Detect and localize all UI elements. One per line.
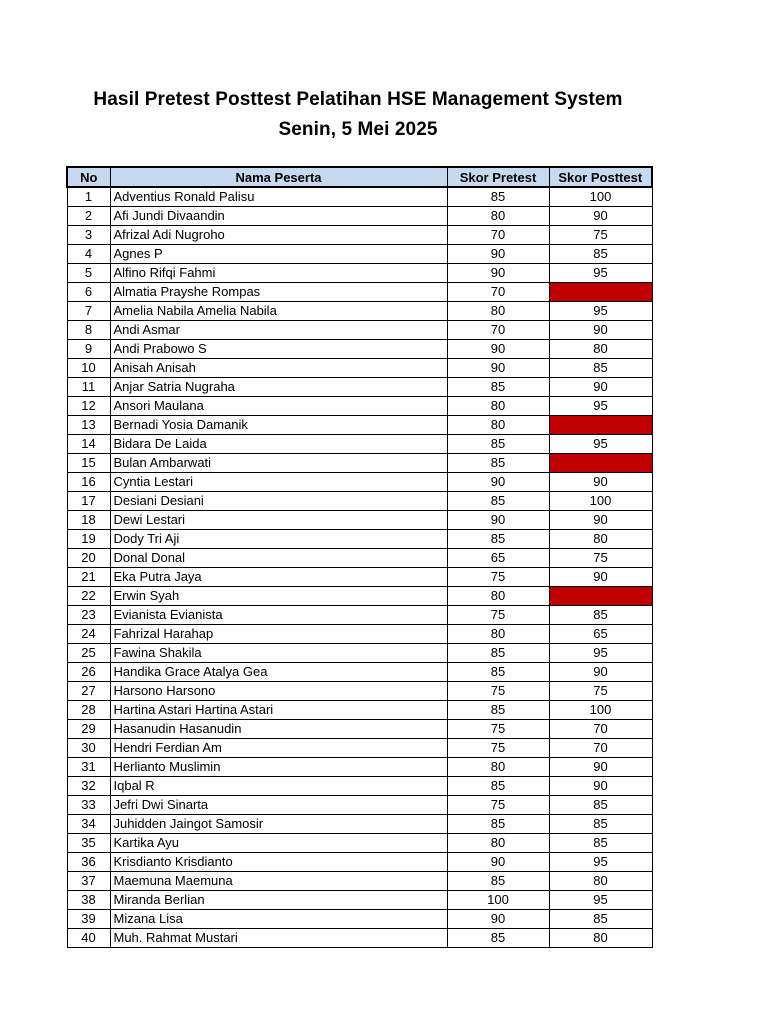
cell-posttest-score: 90 <box>549 377 652 396</box>
table-row <box>67 529 652 548</box>
cell-posttest-score: 75 <box>549 225 652 244</box>
table-row <box>67 453 652 472</box>
cell-posttest-score: 75 <box>549 548 652 567</box>
cell-pretest-score: 100 <box>447 890 549 909</box>
cell-no: 7 <box>67 301 110 320</box>
cell-participant-name: Maemuna Maemuna <box>110 871 447 890</box>
cell-pretest-score: 80 <box>447 301 549 320</box>
cell-no: 10 <box>67 358 110 377</box>
table-row <box>67 719 652 738</box>
cell-pretest-score: 85 <box>447 377 549 396</box>
cell-no: 9 <box>67 339 110 358</box>
cell-no: 21 <box>67 567 110 586</box>
cell-participant-name: Handika Grace Atalya Gea <box>110 662 447 681</box>
cell-posttest-score: 80 <box>549 928 652 947</box>
table-row <box>67 795 652 814</box>
table-row <box>67 624 652 643</box>
cell-participant-name: Donal Donal <box>110 548 447 567</box>
header-name: Nama Peserta <box>110 167 447 187</box>
cell-pretest-score: 75 <box>447 567 549 586</box>
cell-no: 3 <box>67 225 110 244</box>
cell-pretest-score: 75 <box>447 795 549 814</box>
table-row <box>67 605 652 624</box>
cell-no: 20 <box>67 548 110 567</box>
cell-participant-name: Fahrizal Harahap <box>110 624 447 643</box>
cell-posttest-score: 100 <box>549 491 652 510</box>
cell-participant-name: Ansori Maulana <box>110 396 447 415</box>
cell-pretest-score: 85 <box>447 453 549 472</box>
cell-posttest-score: 90 <box>549 472 652 491</box>
cell-participant-name: Desiani Desiani <box>110 491 447 510</box>
cell-posttest-missing <box>549 586 652 605</box>
cell-participant-name: Hasanudin Hasanudin <box>110 719 447 738</box>
table-row <box>67 396 652 415</box>
cell-pretest-score: 90 <box>447 339 549 358</box>
cell-posttest-score: 80 <box>549 871 652 890</box>
cell-no: 5 <box>67 263 110 282</box>
document-title: Hasil Pretest Posttest Pelatihan HSE Management System <box>93 89 623 110</box>
cell-participant-name: Hendri Ferdian Am <box>110 738 447 757</box>
cell-no: 22 <box>67 586 110 605</box>
cell-participant-name: Muh. Rahmat Mustari <box>110 928 447 947</box>
cell-participant-name: Dody Tri Aji <box>110 529 447 548</box>
table-row <box>67 187 652 206</box>
cell-posttest-score: 90 <box>549 757 652 776</box>
cell-no: 38 <box>67 890 110 909</box>
table-row <box>67 776 652 795</box>
cell-posttest-score: 90 <box>549 567 652 586</box>
cell-participant-name: Juhidden Jaingot Samosir <box>110 814 447 833</box>
table-row <box>67 415 652 434</box>
cell-participant-name: Herlianto Muslimin <box>110 757 447 776</box>
cell-no: 33 <box>67 795 110 814</box>
table-row <box>67 510 652 529</box>
table-row <box>67 757 652 776</box>
cell-posttest-score: 85 <box>549 358 652 377</box>
cell-participant-name: Iqbal R <box>110 776 447 795</box>
table-row <box>67 244 652 263</box>
table-row <box>67 320 652 339</box>
cell-posttest-score: 85 <box>549 909 652 928</box>
cell-no: 16 <box>67 472 110 491</box>
cell-pretest-score: 70 <box>447 282 549 301</box>
table-row <box>67 434 652 453</box>
cell-pretest-score: 70 <box>447 320 549 339</box>
cell-participant-name: Bidara De Laida <box>110 434 447 453</box>
cell-no: 4 <box>67 244 110 263</box>
cell-posttest-score: 90 <box>549 662 652 681</box>
cell-posttest-score: 85 <box>549 795 652 814</box>
cell-posttest-score: 80 <box>549 529 652 548</box>
table-row <box>67 358 652 377</box>
cell-participant-name: Evianista Evianista <box>110 605 447 624</box>
cell-participant-name: Dewi Lestari <box>110 510 447 529</box>
cell-pretest-score: 85 <box>447 643 549 662</box>
cell-pretest-score: 75 <box>447 681 549 700</box>
cell-posttest-score: 90 <box>549 510 652 529</box>
table-row <box>67 890 652 909</box>
table-row <box>67 814 652 833</box>
cell-no: 28 <box>67 700 110 719</box>
table-row <box>67 225 652 244</box>
cell-posttest-score: 95 <box>549 852 652 871</box>
cell-posttest-score: 85 <box>549 244 652 263</box>
cell-no: 19 <box>67 529 110 548</box>
cell-pretest-score: 90 <box>447 510 549 529</box>
header-pretest: Skor Pretest <box>447 167 549 187</box>
cell-participant-name: Agnes P <box>110 244 447 263</box>
cell-no: 31 <box>67 757 110 776</box>
cell-participant-name: Andi Prabowo S <box>110 339 447 358</box>
cell-pretest-score: 80 <box>447 586 549 605</box>
table-row <box>67 662 652 681</box>
cell-pretest-score: 90 <box>447 358 549 377</box>
table-row <box>67 928 652 947</box>
cell-pretest-score: 85 <box>447 776 549 795</box>
header-row <box>67 167 652 187</box>
cell-no: 6 <box>67 282 110 301</box>
cell-participant-name: Almatia Prayshe Rompas <box>110 282 447 301</box>
cell-no: 17 <box>67 491 110 510</box>
cell-no: 36 <box>67 852 110 871</box>
cell-posttest-missing <box>549 282 652 301</box>
document-date: Senin, 5 Mei 2025 <box>278 119 438 140</box>
cell-participant-name: Mizana Lisa <box>110 909 447 928</box>
cell-participant-name: Hartina Astari Hartina Astari <box>110 700 447 719</box>
cell-participant-name: Eka Putra Jaya <box>110 567 447 586</box>
table-row <box>67 909 652 928</box>
cell-posttest-score: 80 <box>549 339 652 358</box>
table-row <box>67 548 652 567</box>
cell-pretest-score: 85 <box>447 187 549 206</box>
table-row <box>67 681 652 700</box>
cell-posttest-missing <box>549 415 652 434</box>
cell-pretest-score: 70 <box>447 225 549 244</box>
cell-posttest-score: 95 <box>549 301 652 320</box>
cell-participant-name: Bulan Ambarwati <box>110 453 447 472</box>
cell-no: 2 <box>67 206 110 225</box>
cell-posttest-score: 90 <box>549 776 652 795</box>
cell-no: 25 <box>67 643 110 662</box>
cell-posttest-score: 95 <box>549 396 652 415</box>
cell-posttest-score: 100 <box>549 700 652 719</box>
table-row <box>67 206 652 225</box>
cell-participant-name: Fawina Shakila <box>110 643 447 662</box>
cell-pretest-score: 80 <box>447 415 549 434</box>
cell-pretest-score: 80 <box>447 757 549 776</box>
cell-participant-name: Amelia Nabila Amelia Nabila <box>110 301 447 320</box>
cell-no: 30 <box>67 738 110 757</box>
cell-pretest-score: 75 <box>447 719 549 738</box>
cell-no: 35 <box>67 833 110 852</box>
table-row <box>67 301 652 320</box>
cell-posttest-score: 65 <box>549 624 652 643</box>
cell-pretest-score: 75 <box>447 738 549 757</box>
cell-participant-name: Anisah Anisah <box>110 358 447 377</box>
cell-posttest-score: 85 <box>549 833 652 852</box>
table-row <box>67 700 652 719</box>
cell-participant-name: Alfino Rifqi Fahmi <box>110 263 447 282</box>
cell-posttest-score: 75 <box>549 681 652 700</box>
cell-no: 29 <box>67 719 110 738</box>
table-row <box>67 567 652 586</box>
table-row <box>67 263 652 282</box>
cell-posttest-score: 70 <box>549 738 652 757</box>
cell-pretest-score: 85 <box>447 491 549 510</box>
cell-no: 32 <box>67 776 110 795</box>
cell-no: 23 <box>67 605 110 624</box>
table-row <box>67 339 652 358</box>
cell-participant-name: Kartika Ayu <box>110 833 447 852</box>
table-row <box>67 643 652 662</box>
cell-no: 37 <box>67 871 110 890</box>
header-no: No <box>67 167 110 187</box>
cell-posttest-score: 95 <box>549 643 652 662</box>
cell-posttest-score: 95 <box>549 890 652 909</box>
cell-posttest-score: 70 <box>549 719 652 738</box>
cell-posttest-missing <box>549 453 652 472</box>
cell-participant-name: Harsono Harsono <box>110 681 447 700</box>
cell-pretest-score: 80 <box>447 624 549 643</box>
table-header <box>67 167 652 187</box>
cell-no: 24 <box>67 624 110 643</box>
table-row <box>67 282 652 301</box>
cell-no: 12 <box>67 396 110 415</box>
cell-posttest-score: 90 <box>549 320 652 339</box>
cell-participant-name: Cyntia Lestari <box>110 472 447 491</box>
cell-participant-name: Adventius Ronald Palisu <box>110 187 447 206</box>
cell-participant-name: Andi Asmar <box>110 320 447 339</box>
cell-participant-name: Afi Jundi Divaandin <box>110 206 447 225</box>
cell-pretest-score: 85 <box>447 871 549 890</box>
cell-posttest-score: 85 <box>549 605 652 624</box>
cell-participant-name: Miranda Berlian <box>110 890 447 909</box>
table-row <box>67 738 652 757</box>
table-body <box>67 187 652 947</box>
cell-no: 1 <box>67 187 110 206</box>
cell-no: 14 <box>67 434 110 453</box>
cell-pretest-score: 65 <box>447 548 549 567</box>
cell-pretest-score: 80 <box>447 396 549 415</box>
cell-no: 15 <box>67 453 110 472</box>
cell-pretest-score: 75 <box>447 605 549 624</box>
cell-pretest-score: 85 <box>447 434 549 453</box>
cell-pretest-score: 85 <box>447 662 549 681</box>
header-posttest: Skor Posttest <box>549 167 652 187</box>
cell-pretest-score: 80 <box>447 833 549 852</box>
cell-posttest-score: 90 <box>549 206 652 225</box>
cell-pretest-score: 90 <box>447 909 549 928</box>
cell-posttest-score: 95 <box>549 434 652 453</box>
cell-posttest-score: 95 <box>549 263 652 282</box>
cell-no: 11 <box>67 377 110 396</box>
cell-posttest-score: 85 <box>549 814 652 833</box>
cell-pretest-score: 80 <box>447 206 549 225</box>
cell-no: 8 <box>67 320 110 339</box>
table-row <box>67 871 652 890</box>
scores-table <box>66 166 653 948</box>
table-row <box>67 377 652 396</box>
table-row <box>67 833 652 852</box>
table-row <box>67 852 652 871</box>
cell-participant-name: Krisdianto Krisdianto <box>110 852 447 871</box>
cell-pretest-score: 85 <box>447 700 549 719</box>
table-row <box>67 586 652 605</box>
cell-no: 26 <box>67 662 110 681</box>
cell-participant-name: Erwin Syah <box>110 586 447 605</box>
table-row <box>67 491 652 510</box>
cell-no: 40 <box>67 928 110 947</box>
cell-pretest-score: 90 <box>447 852 549 871</box>
cell-pretest-score: 90 <box>447 263 549 282</box>
cell-pretest-score: 90 <box>447 472 549 491</box>
cell-participant-name: Jefri Dwi Sinarta <box>110 795 447 814</box>
cell-posttest-score: 100 <box>549 187 652 206</box>
cell-no: 27 <box>67 681 110 700</box>
cell-participant-name: Anjar Satria Nugraha <box>110 377 447 396</box>
cell-no: 18 <box>67 510 110 529</box>
cell-pretest-score: 85 <box>447 529 549 548</box>
cell-pretest-score: 85 <box>447 928 549 947</box>
table-row <box>67 472 652 491</box>
cell-participant-name: Bernadi Yosia Damanik <box>110 415 447 434</box>
cell-pretest-score: 85 <box>447 814 549 833</box>
cell-participant-name: Afrizal Adi Nugroho <box>110 225 447 244</box>
cell-no: 13 <box>67 415 110 434</box>
cell-no: 34 <box>67 814 110 833</box>
cell-no: 39 <box>67 909 110 928</box>
cell-pretest-score: 90 <box>447 244 549 263</box>
